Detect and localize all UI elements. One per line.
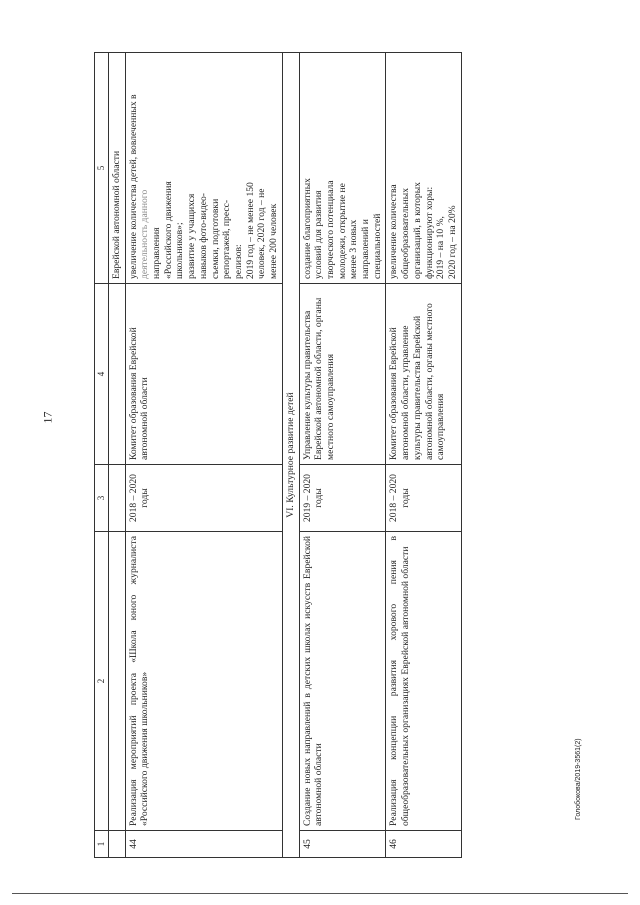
row-measure: Создание новых направлений в детских школах искусств Еврейской автономной области bbox=[299, 532, 386, 831]
row-period: 2018 – 2020 годы bbox=[125, 465, 282, 532]
row-number: 46 bbox=[386, 831, 461, 858]
result-line: творческого потенциала bbox=[324, 180, 336, 279]
bottom-divider bbox=[12, 893, 628, 894]
result-line: менее 3 новых bbox=[348, 219, 360, 279]
result-line: репортажей, пресс- bbox=[221, 199, 233, 279]
result-line: молодежи, открытие не bbox=[336, 183, 348, 279]
row-executor: Комитет образования Еврейской автономной области, управление культуры правительства Еврейской автономной области, органы местного самоуправления bbox=[386, 284, 461, 465]
row-period: 2018 – 2020 годы bbox=[386, 465, 461, 532]
continuation-row bbox=[108, 53, 125, 858]
row-measure: Реализация мероприятий проекта «Школа юного журналиста «Российского движения школьников» bbox=[125, 532, 282, 831]
header-col-2: 2 bbox=[95, 532, 109, 831]
result-line: менее 200 человек bbox=[268, 203, 280, 279]
result-line: общеобразовательных bbox=[400, 188, 412, 279]
footer-document-code: Голобокова/2019-3561(2) bbox=[575, 738, 582, 820]
measures-table-rotated bbox=[94, 53, 562, 858]
result-line: деятельность данного bbox=[139, 189, 151, 279]
row-executor: Управление культуры правительства Еврейской автономной области, органы местного самоуправления bbox=[299, 284, 386, 465]
measures-table bbox=[94, 52, 462, 858]
row-number: 45 bbox=[299, 831, 386, 858]
result-line: развитие у учащихся bbox=[186, 193, 198, 279]
row-measure: Реализация концепции развития хорового пения в общеобразовательных организациях Еврейской автономной области bbox=[386, 532, 461, 831]
result-line: «Российского движения bbox=[162, 181, 174, 279]
result-line: увеличение количества bbox=[388, 184, 400, 279]
result-line: увеличение количества детей, вовлеченных в bbox=[127, 94, 139, 279]
result-line: съемки, подготовки bbox=[209, 198, 221, 279]
table-header-row bbox=[95, 53, 109, 858]
section-title: VI. Культурное развитие детей bbox=[282, 53, 299, 858]
header-col-4: 4 bbox=[95, 284, 109, 465]
table-row bbox=[386, 53, 461, 858]
header-col-1: 1 bbox=[95, 831, 109, 858]
result-line: направлений и bbox=[360, 219, 372, 279]
result-line: навыков фото-видео- bbox=[197, 192, 209, 279]
header-col-5: 5 bbox=[95, 53, 109, 284]
table-row bbox=[125, 53, 282, 858]
result-line: 2019 год – не менее 150 bbox=[244, 182, 256, 279]
result-line: функционируют хоры: bbox=[423, 186, 435, 279]
page-number: 17 bbox=[40, 411, 55, 424]
row-result bbox=[299, 53, 386, 284]
row-number: 44 bbox=[125, 831, 282, 858]
section-row bbox=[282, 53, 299, 858]
result-line: 2019 – на 10 %, bbox=[435, 216, 447, 279]
table-row bbox=[299, 53, 386, 858]
result-line: школьников»; bbox=[174, 222, 186, 279]
row-executor: Комитет образования Еврейской автономной области bbox=[125, 284, 282, 465]
result-line: 2020 год – на 20% bbox=[446, 205, 458, 279]
result-line: человек, 2020 год – не bbox=[256, 188, 268, 279]
result-line: условий для развития bbox=[313, 190, 325, 279]
result-line: направления bbox=[151, 227, 163, 279]
row-result bbox=[125, 53, 282, 284]
continuation-result: Еврейской автономной области bbox=[108, 53, 125, 284]
result-line: релизов: bbox=[233, 244, 244, 279]
result-line: создание благоприятных bbox=[301, 178, 313, 279]
result-line: специальностей bbox=[371, 213, 383, 279]
row-period: 2019 – 2020 годы bbox=[299, 465, 386, 532]
row-result bbox=[386, 53, 461, 284]
result-line: организаций, в которых bbox=[411, 182, 423, 279]
header-col-3: 3 bbox=[95, 465, 109, 532]
